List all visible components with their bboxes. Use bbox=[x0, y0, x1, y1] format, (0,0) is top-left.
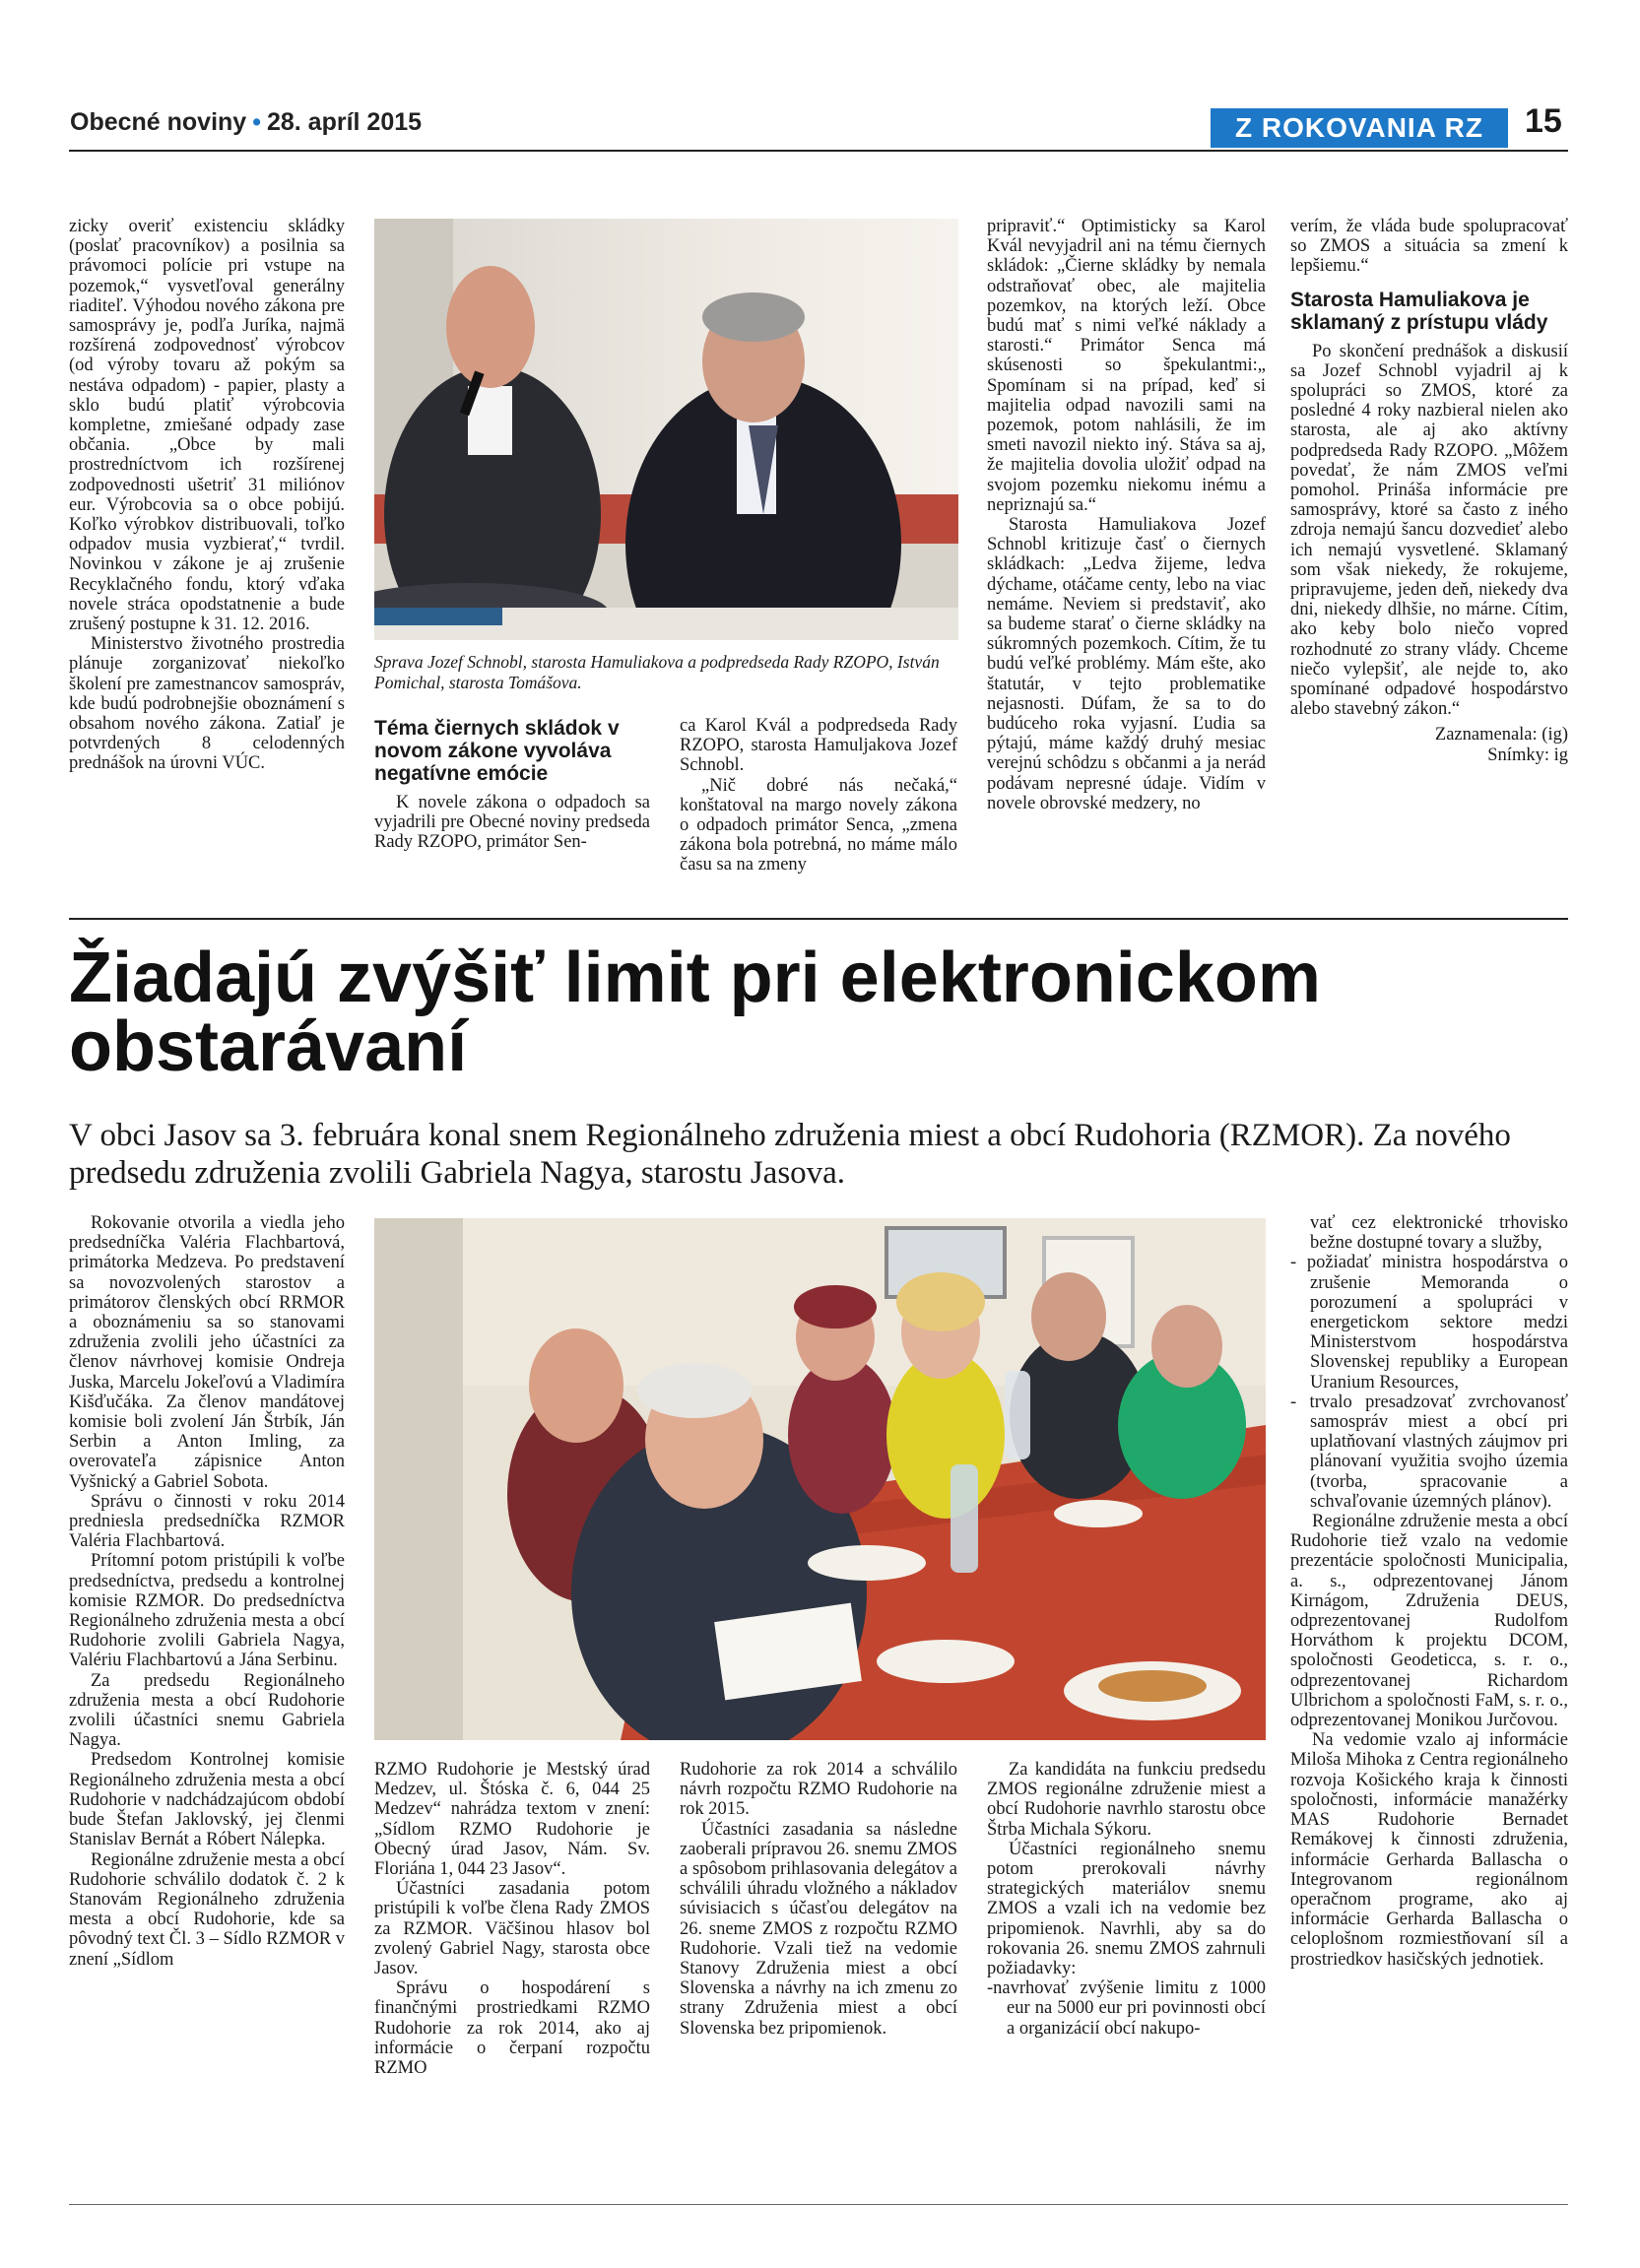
photo-caption: Sprava Jozef Schnobl, starosta Hamuliakova a podpredseda Rady RZOPO, István Pomichal, starosta Tomášova. bbox=[374, 652, 940, 692]
bullet-separator: • bbox=[252, 108, 261, 136]
article-divider bbox=[69, 918, 1568, 920]
main-article-column-4 bbox=[987, 1760, 1266, 2039]
top-article-column-2 bbox=[374, 711, 650, 853]
paragraph: Účastníci zasadania potom pristúpili k voľbe člena Rady ZMOS za RZMOR. Väčšinou hlasov bol zvolený Gabriel Nagy, starosta obce Jasov. bbox=[374, 1879, 650, 1979]
top-article-column-5 bbox=[1290, 217, 1568, 765]
paragraph: Prítomní potom pristúpili k voľbe predsedníctva, predsedu a kontrolnej komisie RZMOR. Do predsedníctva Regionálneho združenia mesta a obcí Rudohorie zvolili Gabriela Nagya, Valériu Flachbartovú a Jána Serbinu. bbox=[69, 1551, 345, 1671]
paragraph: Predsedom Kontrolnej komisie Regionálneho združenia mesta a obcí Rudohorie v nadchádzajúcom období bude Štefan Jaklovský, jej členmi Stanislav Bernát a Róbert Nálepka. bbox=[69, 1750, 345, 1850]
paragraph: ca Karol Kvál a podpredseda Rady RZOPO, starosta Hamuljakova Jozef Schnobl. bbox=[680, 716, 957, 776]
paragraph: Na vedomie vzalo aj informácie Miloša Mihoka z Centra regionálneho rozvoja Košického kraja k činnosti spoločnosti, informácie manažérky MAS Rudohorie Bernadet Remákovej k činnosti združenia, informácie Gerharda Ballascha o Integrovanom regionálnom operačnom programe, ako aj informácie Gerharda Ballascha o celoplošnom rozmiestňovaní síl a prostriedkov hasičských jednotiek. bbox=[1290, 1730, 1568, 1970]
paragraph: K novele zákona o odpadoch sa vyjadrili pre Obecné noviny predseda Rady RZOPO, primátor Sen- bbox=[374, 793, 650, 853]
issue-date: 28. apríl 2015 bbox=[266, 108, 423, 136]
top-article-column-3 bbox=[680, 716, 957, 875]
paragraph: vať cez elektronické trhovisko bežne dostupné tovary a služby, bbox=[1310, 1213, 1568, 1254]
paragraph: Za kandidáta na funkciu predsedu ZMOS regionálne združenie miest a obcí Rudohorie navrhlo starostu obce Štrba Michala Sýkoru. bbox=[987, 1760, 1266, 1840]
paragraph: „Nič dobré nás nečaká,“ konštatoval na margo novely zákona o odpadoch primátor Senca, „zmena zákona bola potrebná, no máme málo času sa na zmeny bbox=[680, 775, 957, 875]
publication-name: Obecné noviny bbox=[70, 108, 247, 136]
article-headline: Žiadajú zvýšiť limit pri elektronickom obstarávaní bbox=[69, 939, 1321, 1086]
paragraph: Rokovanie otvorila a viedla jeho predsedníčka Valéria Flachbartová, primátorka Medzeva. Po predstavení sa novozvolených starostov a primátorov členských obcí RRMOR a oboznámeniu sa so stanovami združenia zvolili jeho účastníci za členov návrhovej komisie Ondreja Juska, Marcelu Jokeľovú a Vladimíra Kišďučáka. Za členov mandátovej komisie boli zvolení Ján Štrbík, Ján Serbin a Anton Imling, za overovateľa zápisnice Anton Vyšnický a Gabriel Sobota. bbox=[69, 1213, 345, 1492]
paragraph: zicky overiť existenciu skládky (poslať pracovníkov) a posilnia sa právomoci polície pri vstupe na pozemok,“ vysvetľoval generálny riaditeľ. Výhodou nového zákona pre samosprávy je, podľa Juríka, najmä rozšírená zodpovednosť výrobcov (od výroby tovaru až pokým sa nestáva odpadom) - papier, plasty a sklo budú platiť výrobcovia kompletne, zmiešané odpady zase občania. „Obce by mali prostredníctvom ich rozšírenej zodpovednosti ušetriť 31 miliónov eur. Výrobcovia sa o obce pobijú. Koľko výrobkov distribuovali, toľko odpadov musia vyzbierať,“ tvrdil. Novinkou v zákone je aj zrušenie Recyklačného fondu, ktorý vďaka novele stráca opodstatnenie a bude zrušený postupne k 31. 12. 2016. bbox=[69, 217, 345, 635]
paragraph: verím, že vláda bude spolupracovať so ZMOS a situácia sa zmení k lepšiemu.“ bbox=[1290, 217, 1568, 277]
list-item: - trvalo presadzovať zvrchovanosť samospráv miest a obcí pri uplatňovaní vlastných záujmov pri plánovaní využitia svojho územia (tvorba, spracovanie a schvaľovanie územných plánov). bbox=[1290, 1392, 1568, 1512]
paragraph: Rudohorie za rok 2014 a schválilo návrh rozpočtu RZMO Rudohorie na rok 2015. bbox=[680, 1760, 957, 1820]
article-lead: V obci Jasov sa 3. februára konal snem Regionálneho združenia miest a obcí Rudohoria (RZMOR). Za nového predsedu združenia zvolili Gabriela Nagya, starostu Jasova. bbox=[69, 1118, 1511, 1191]
paragraph: Starosta Hamuliakova Jozef Schnobl kritizuje časť o čiernych skládkach: „Ledva žijeme, ledva dýchame, otáčame centy, lebo na viac nemáme. Neviem si predstaviť, ako sa budeme starať o čierne skládky na súkromných pozemkoch. Cítim, že tu budú veľké problémy. Mám ešte, ako štatutár, v tejto problematike nejasnosti. Dúfam, že sa to do budúceho roka vyjasní. Ľudia sa pýtajú, máme každý druhý mesiac verejnú schôdzu s občanmi a ja nerád podávam nepresné údaje. Vidím v novele obrovské medzery, no bbox=[987, 515, 1266, 813]
paragraph: Regionálne združenie mesta a obcí Rudohorie tiež vzalo na vedomie prezentácie spoločnosti Municipalia, a. s., odprezentovanej Jánom Kirnágom, Združenia DEUS, odprezentovanej Rudolfom Horváthom k projektu DCOM, spoločnosti Geodeticca, s. r. o., odprezentovanej Richardom Ulbrichom a spoločnosti FaM, s. r. o., odprezentovanej Monikou Jurčovou. bbox=[1290, 1512, 1568, 1731]
masthead bbox=[70, 108, 422, 137]
main-article-column-1 bbox=[69, 1213, 345, 1970]
paragraph: RZMO Rudohorie je Mestský úrad Medzev, ul. Štóska č. 6, 044 25 Medzev“ nahrádza textom v znení: „Sídlom RZMO Rudohorie je Obecný úrad Jasov, Nám. Sv. Floriána 1, 044 23 Jasov“. bbox=[374, 1760, 650, 1880]
photo-image bbox=[374, 1218, 1266, 1740]
paragraph: Účastníci regionálneho snemu potom prerokovali návrhy strategických materiálov snemu ZMOS a vzali ich na vedomie bez pripomienok. Navrhli, aby sa do rokovania 26. snemu ZMOS zahrnuli požiadavky: bbox=[987, 1839, 1266, 1979]
list-item: -navrhovať zvýšenie limitu z 1000 eur na 5000 eur pri povinnosti obcí a organizácií obcí nakupo- bbox=[987, 1978, 1266, 2039]
top-article-column-1 bbox=[69, 217, 345, 774]
subheading: Téma čiernych skládok v novom zákone vyvoláva negatívne emócie bbox=[374, 717, 620, 785]
photo-credit: Snímky: ig bbox=[1487, 745, 1568, 765]
author-credit: Zaznamenala: (ig) bbox=[1434, 725, 1568, 745]
section-label: Z ROKOVANIA RZ bbox=[1211, 108, 1508, 148]
main-article-column-5 bbox=[1290, 1213, 1568, 1970]
subheading: Starosta Hamuliakova je sklamaný z prístupu vlády bbox=[1290, 288, 1548, 334]
main-article-column-2 bbox=[374, 1760, 650, 2078]
paragraph: Správu o činnosti v roku 2014 predniesla predsedníčka RZMOR Valéria Flachbartová. bbox=[69, 1491, 345, 1552]
photo-image bbox=[374, 219, 958, 640]
paragraph: Za predsedu Regionálneho združenia mesta a obcí Rudohorie zvolili účastníci snemu Gabriela Nagya. bbox=[69, 1670, 345, 1751]
paragraph: Účastníci zasadania sa následne zaoberali prípravou 26. snemu ZMOS a spôsobom prihlasovania delegátov a schválili úhradu vložného a nákladov súvisiacich s účasťou delegátov na 26. sneme ZMOS z rozpočtu RZMO Rudohorie. Vzali tiež na vedomie Stanovy Združenia miest a obcí Slovenska a návrhy na ich zmenu zo strany Združenia miest a obcí Slovenska bez pripomienok. bbox=[680, 1819, 957, 2039]
header-rule bbox=[69, 150, 1568, 152]
paragraph: Regionálne združenie mesta a obcí Rudohorie schválilo dodatok č. 2 k Stanovám Regionálneho združenia mesta a obcí Rudohorie, kde sa pôvodný text Čl. 3 – Sídlo RZMOR v znení „Sídlom bbox=[69, 1849, 345, 1970]
page-number: 15 bbox=[1525, 102, 1562, 140]
paragraph: Správu o hospodárení s finančnými prostriedkami RZMO Rudohorie za rok 2014, ako aj informácie o čerpaní rozpočtu RZMO bbox=[374, 1978, 650, 2079]
main-article-column-3 bbox=[680, 1760, 957, 2039]
list-item: - požiadať ministra hospodárstva o zrušenie Memoranda o porozumení a spolupráci v energetickom sektore medzi Ministerstvom hospodárstva Slovenskej republiky a European Uranium Resources, bbox=[1290, 1253, 1568, 1393]
photo-two-men-at-table bbox=[374, 219, 958, 640]
top-article-column-4 bbox=[987, 217, 1266, 813]
paragraph: Ministerstvo životného prostredia plánuje zorganizovať niekoľko školení pre zamestnancov samospráv, kde budú podrobnejšie oboznámení s obsahom nového zákona. Zatiaľ je potvrdených 8 celodenných prednášok na úrovni VÚC. bbox=[69, 634, 345, 774]
paragraph: pripraviť.“ Optimisticky sa Karol Kvál nevyjadril ani na tému čiernych skládok: „Čierne skládky by nemala odstraňovať obec, ale majitelia pozemkov, na ktorých leží. Obce budú mať s nimi veľké náklady a starosti.“ Primátor Senca má skúsenosti so špekulantmi:„ Spomínam si na prípad, keď si majitelia odpad navozili sami na pozemok, potom nahlásili, že im smeti navozil niekto iný. Stáva sa aj, že majitelia dovolia uložiť odpad na svojom pozemku niekomu inému a nepriznajú sa.“ bbox=[987, 217, 1266, 515]
photo-meeting-participants bbox=[374, 1218, 1266, 1740]
footer-rule bbox=[69, 2204, 1568, 2205]
paragraph: Po skončení prednášok a diskusií sa Jozef Schnobl vyjadril aj k spolupráci so ZMOS, ktoré za posledné 4 roky nazbieral nielen ako starosta, ale aj ako aktívny podpredseda Rady RZOPO. „Môžem povedať, že nám ZMOS veľmi pomohol. Prináša informácie pre samosprávy, ktoré sa často z iného zdroja nemajú šancu dozvedieť alebo ich nemajú vysvetlené. Sklamaný som však niekedy, že rokujeme, pripravujeme, jeden deň, niekedy dva dni, niekedy dlhšie, no márne. Cítim, ako keby bolo niečo vopred rozhodnuté zo strany vlády. Chceme niečo vylepšiť, ale nejde to, ako spomínané odpadové hospodárstvo alebo stavebný zákon.“ bbox=[1290, 341, 1568, 720]
